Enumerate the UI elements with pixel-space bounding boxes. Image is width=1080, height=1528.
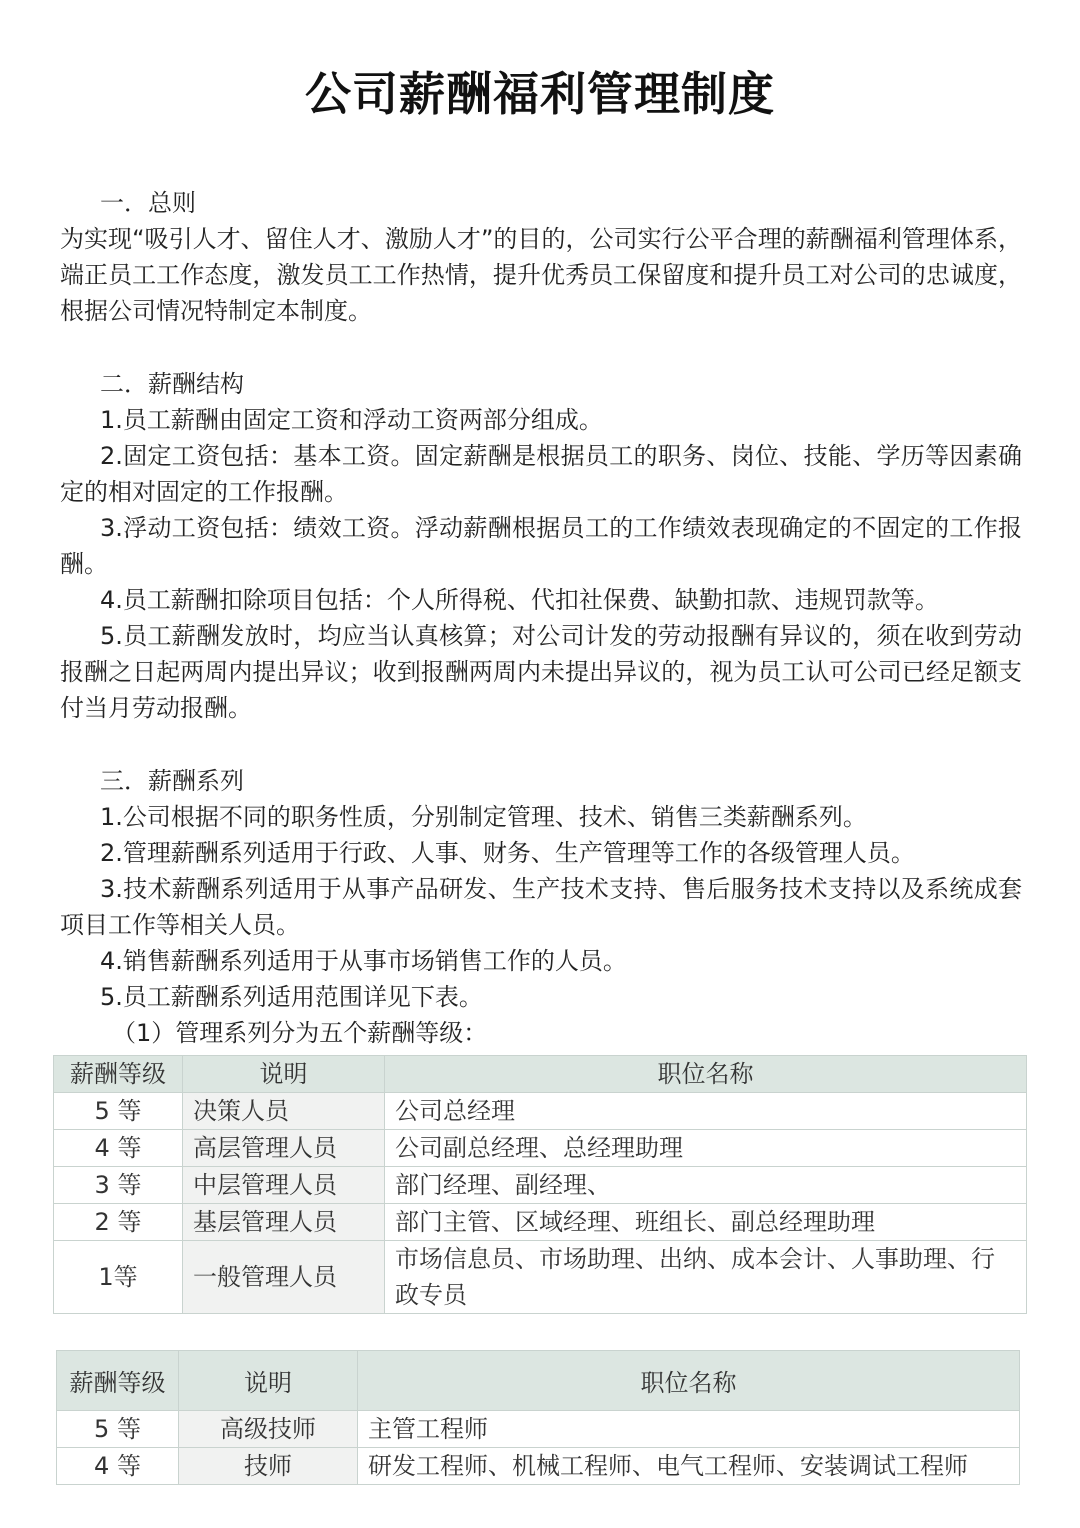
paragraph: 3.技术薪酬系列适用于从事产品研发、生产技术支持、售后服务技术支持以及系统成套项目工作等相关人员。 <box>60 875 1022 939</box>
paragraph: 3.浮动工资包括：绩效工资。浮动薪酬根据员工的工作绩效表现确定的不固定的工作报酬。 <box>60 514 1022 578</box>
paragraph: 4.销售薪酬系列适用于从事市场销售工作的人员。 <box>100 947 627 975</box>
table-row <box>57 1411 1020 1448</box>
cell-grade: 5 等 <box>54 1093 183 1130</box>
cell-description: 高级技师 <box>179 1411 358 1448</box>
paragraph: 2.固定工资包括：基本工资。固定薪酬是根据员工的职务、岗位、技能、学历等因素确定的相对固定的工作报酬。 <box>60 442 1022 506</box>
cell-grade: 2 等 <box>54 1204 183 1241</box>
cell-position: 研发工程师、机械工程师、电气工程师、安装调试工程师 <box>358 1448 1020 1485</box>
table-row <box>57 1448 1020 1485</box>
cell-description: 中层管理人员 <box>183 1167 385 1204</box>
paragraph: 5.员工薪酬系列适用范围详见下表。 <box>100 983 483 1011</box>
header-grade: 薪酬等级 <box>54 1056 183 1093</box>
paragraph: 为实现“吸引人才、留住人才、激励人才”的目的，公司实行公平合理的薪酬福利管理体系，端正员工工作态度，激发员工工作热情，提升优秀员工保留度和提升员工对公司的忠诚度，根据公司情况特制定本制度。 <box>60 225 1022 325</box>
header-description: 说明 <box>183 1056 385 1093</box>
table-row <box>54 1130 1027 1167</box>
section-heading: 二．薪酬结构 <box>100 370 244 398</box>
paragraph: 4.员工薪酬扣除项目包括：个人所得税、代扣社保费、缺勤扣款、违规罚款等。 <box>100 586 939 614</box>
paragraph: 5.员工薪酬发放时，均应当认真核算；对公司计发的劳动报酬有异议的，须在收到劳动报酬之日起两周内提出异议；收到报酬两周内未提出异议的，视为员工认可公司已经足额支付当月劳动报酬。 <box>60 622 1022 722</box>
cell-grade: 3 等 <box>54 1167 183 1204</box>
cell-description: 技师 <box>179 1448 358 1485</box>
section-heading: 一．总则 <box>100 189 196 217</box>
table-header-row <box>54 1056 1027 1093</box>
cell-description: 基层管理人员 <box>183 1204 385 1241</box>
header-description: 说明 <box>179 1351 358 1411</box>
paragraph: 1.公司根据不同的职务性质，分别制定管理、技术、销售三类薪酬系列。 <box>100 803 867 831</box>
paragraph: 1.员工薪酬由固定工资和浮动工资两部分组成。 <box>100 406 603 434</box>
cell-description: 高层管理人员 <box>183 1130 385 1167</box>
table-header-row <box>57 1351 1020 1411</box>
header-position: 职位名称 <box>358 1351 1020 1411</box>
cell-grade: 4 等 <box>54 1130 183 1167</box>
table-row <box>54 1204 1027 1241</box>
cell-position: 部门主管、区域经理、班组长、副总经理助理 <box>385 1204 1027 1241</box>
cell-description: 决策人员 <box>183 1093 385 1130</box>
cell-grade: 1等 <box>54 1241 183 1314</box>
header-grade: 薪酬等级 <box>57 1351 179 1411</box>
page-title: 公司薪酬福利管理制度 <box>305 67 775 121</box>
cell-grade: 5 等 <box>57 1411 179 1448</box>
subheading: （1）管理系列分为五个薪酬等级： <box>112 1019 488 1047</box>
table-row <box>54 1093 1027 1130</box>
cell-position: 公司总经理 <box>385 1093 1027 1130</box>
document-body <box>60 185 1022 1051</box>
cell-position: 公司副总经理、总经理助理 <box>385 1130 1027 1167</box>
cell-position: 主管工程师 <box>358 1411 1020 1448</box>
cell-position: 部门经理、副经理、 <box>385 1167 1027 1204</box>
cell-position: 市场信息员、市场助理、出纳、成本会计、人事助理、行政专员 <box>385 1241 1027 1314</box>
technical-grade-table <box>56 1350 1020 1485</box>
cell-grade: 4 等 <box>57 1448 179 1485</box>
table-row <box>54 1167 1027 1204</box>
header-position: 职位名称 <box>385 1056 1027 1093</box>
section-heading: 三．薪酬系列 <box>100 767 244 795</box>
cell-description: 一般管理人员 <box>183 1241 385 1314</box>
management-grade-table <box>53 1055 1027 1314</box>
paragraph: 2.管理薪酬系列适用于行政、人事、财务、生产管理等工作的各级管理人员。 <box>100 839 915 867</box>
table-row <box>54 1241 1027 1314</box>
